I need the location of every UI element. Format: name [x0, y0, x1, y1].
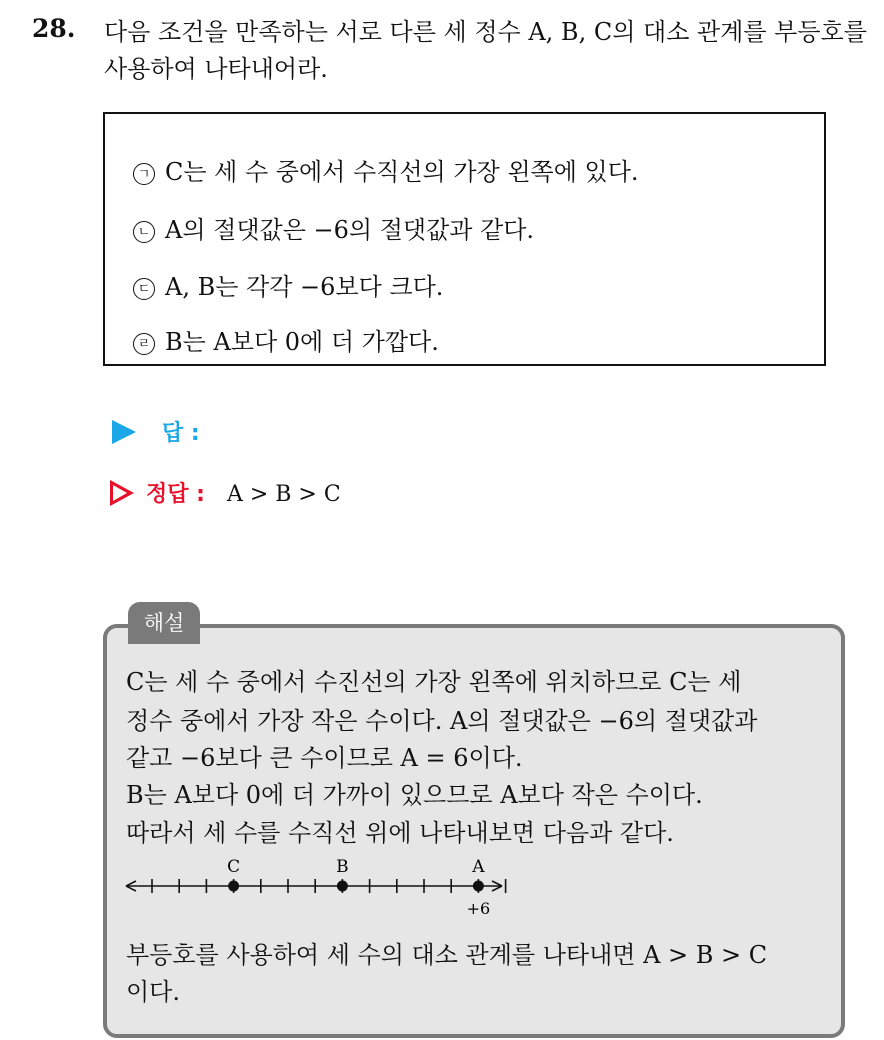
number-line-point — [337, 881, 348, 892]
explanation-line: 정수 중에서 가장 작은 수이다. A의 절댓값은 −6의 절댓값과 — [126, 707, 758, 735]
number-line-point — [473, 881, 484, 892]
conditions-box — [103, 112, 826, 366]
conclusion-line: 부등호를 사용하여 세 수의 대소 관계를 나타내면 A > B > C — [126, 941, 768, 969]
condition-mark: ㄴ — [133, 221, 155, 243]
number-line — [120, 856, 520, 926]
condition-mark: ㄷ — [133, 278, 155, 300]
correct-value: A > B > C — [226, 482, 341, 507]
condition-text: A의 절댓값은 −6의 절댓값과 같다. — [165, 216, 535, 244]
correct-triangle-icon — [110, 480, 134, 506]
number-line-point-label: A — [472, 857, 485, 877]
answer-row — [112, 416, 200, 447]
explanation-line: 같고 −6보다 큰 수이므로 A = 6이다. — [126, 744, 523, 772]
number-line-point — [228, 881, 239, 892]
number-line-point-label: C — [227, 857, 241, 877]
explanation-line: B는 A보다 0에 더 가까이 있으므로 A보다 작은 수이다. — [126, 781, 703, 809]
condition-mark: ㄱ — [133, 163, 155, 185]
explanation-line: 따라서 세 수를 수직선 위에 나타내보면 다음과 같다. — [126, 819, 674, 847]
number-line-value-label: +6 — [466, 899, 491, 918]
condition-1 — [133, 152, 639, 187]
number-line-point-label: B — [336, 857, 349, 877]
conclusion-line: 이다. — [126, 978, 180, 1006]
condition-text: A, B는 각각 −6보다 크다. — [165, 273, 444, 301]
condition-text: B는 A보다 0에 더 가깝다. — [165, 328, 439, 356]
condition-text: C는 세 수 중에서 수직선의 가장 왼쪽에 있다. — [165, 158, 639, 186]
answer-triangle-icon — [112, 420, 136, 444]
explanation-line: C는 세 수 중에서 수진선의 가장 왼쪽에 위치하므로 C는 세 — [126, 668, 742, 696]
condition-2 — [133, 210, 534, 245]
question-text: 다음 조건을 만족하는 서로 다른 세 정수 A, B, C의 대소 관계를 부등호를 사용하여 나타내어라. — [104, 18, 867, 83]
condition-4 — [133, 322, 439, 357]
explanation-tag: 해설 — [128, 602, 200, 644]
condition-3 — [133, 267, 443, 302]
correct-answer-row — [110, 477, 341, 508]
question-number: 28. — [32, 14, 76, 43]
answer-label: 답 : — [162, 421, 200, 446]
correct-label: 정답 : — [146, 482, 205, 507]
condition-mark: ㄹ — [133, 333, 155, 355]
